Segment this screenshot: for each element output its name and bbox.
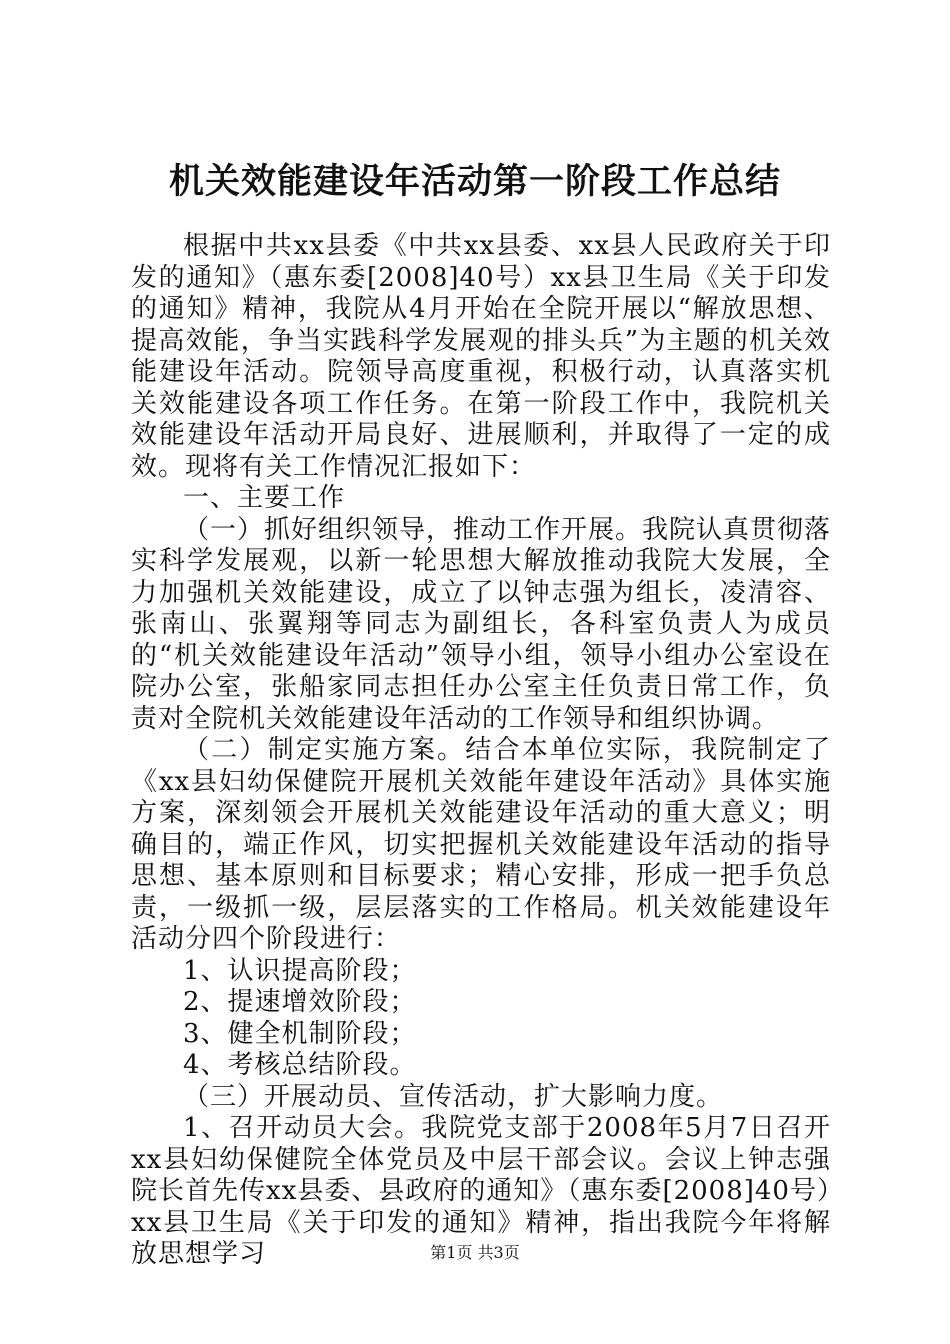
document-title: 机关效能建设年活动第一阶段工作总结: [168, 161, 781, 202]
paragraph-organization: （一）抓好组织领导，推动工作开展。我院认真贯彻落实科学发展观，以新一轮思想大解放推动我院大发展，全力加强机关效能建设，成立了以钟志强为组长，凌清容、张南山、张翼翔等同志为副组长，各科室负责人为成员的“机关效能建设年活动”领导小组，领导小组办公室设在院办公室，张船家同志担任办公室主任负责日常工作，负责对全院机关效能建设年活动的工作领导和组织协调。: [131, 514, 832, 734]
paragraph-intro: 根据中共xx县委《中共xx县委、xx县人民政府关于印发的通知》（惠东委[2008]40号）xx县卫生局《关于印发的通知》精神，我院从4月开始在全院开展以“解放思想、提高效能，争当实践科学发展观的排头兵”为主题的机关效能建设年活动。院领导高度重视，积极行动，认真落实机关效能建设各项工作任务。在第一阶段工作中，我院机关效能建设年活动开局良好、进展顺利，并取得了一定的成效。现将有关工作情况汇报如下：: [131, 231, 831, 482]
list-item-stage-3: 3、健全机制阶段；: [183, 1018, 417, 1049]
paragraph-publicity-heading: （三）开展动员、宣传活动，扩大影响力度。: [183, 1081, 724, 1112]
page-footer: 第1页 共3页: [430, 1243, 520, 1262]
list-item-stage-4: 4、考核总结阶段。: [183, 1050, 417, 1080]
document-body: [131, 231, 831, 1271]
heading-main-work: 一、主要工作: [183, 483, 346, 513]
list-item-stage-2: 2、提速增效阶段；: [183, 987, 417, 1017]
paragraph-plan: （二）制定实施方案。结合本单位实际，我院制定了《xx县妇幼保健院开展机关效能年建设年活动》具体实施方案，深刻领会开展机关效能建设年活动的重大意义；明确目的，端正作风，切实把握机关效能建设年活动的指导思想、基本原则和目标要求；精心安排，形成一把手负总责，一级抓一级，层层落实的工作格局。机关效能建设年活动分四个阶段进行：: [131, 735, 831, 954]
paragraph-mobilization: 1、召开动员大会。我院党支部于2008年5月7日召开xx县妇幼保健院全体党员及中层干部会议。会议上钟志强院长首先传xx县委、县政府的通知》（惠东委[2008]40号）xx县卫生局《关于印发的通知》精神，指出我院今年将解放思想学习: [131, 1113, 831, 1269]
list-item-stage-1: 1、认识提高阶段；: [183, 955, 417, 986]
